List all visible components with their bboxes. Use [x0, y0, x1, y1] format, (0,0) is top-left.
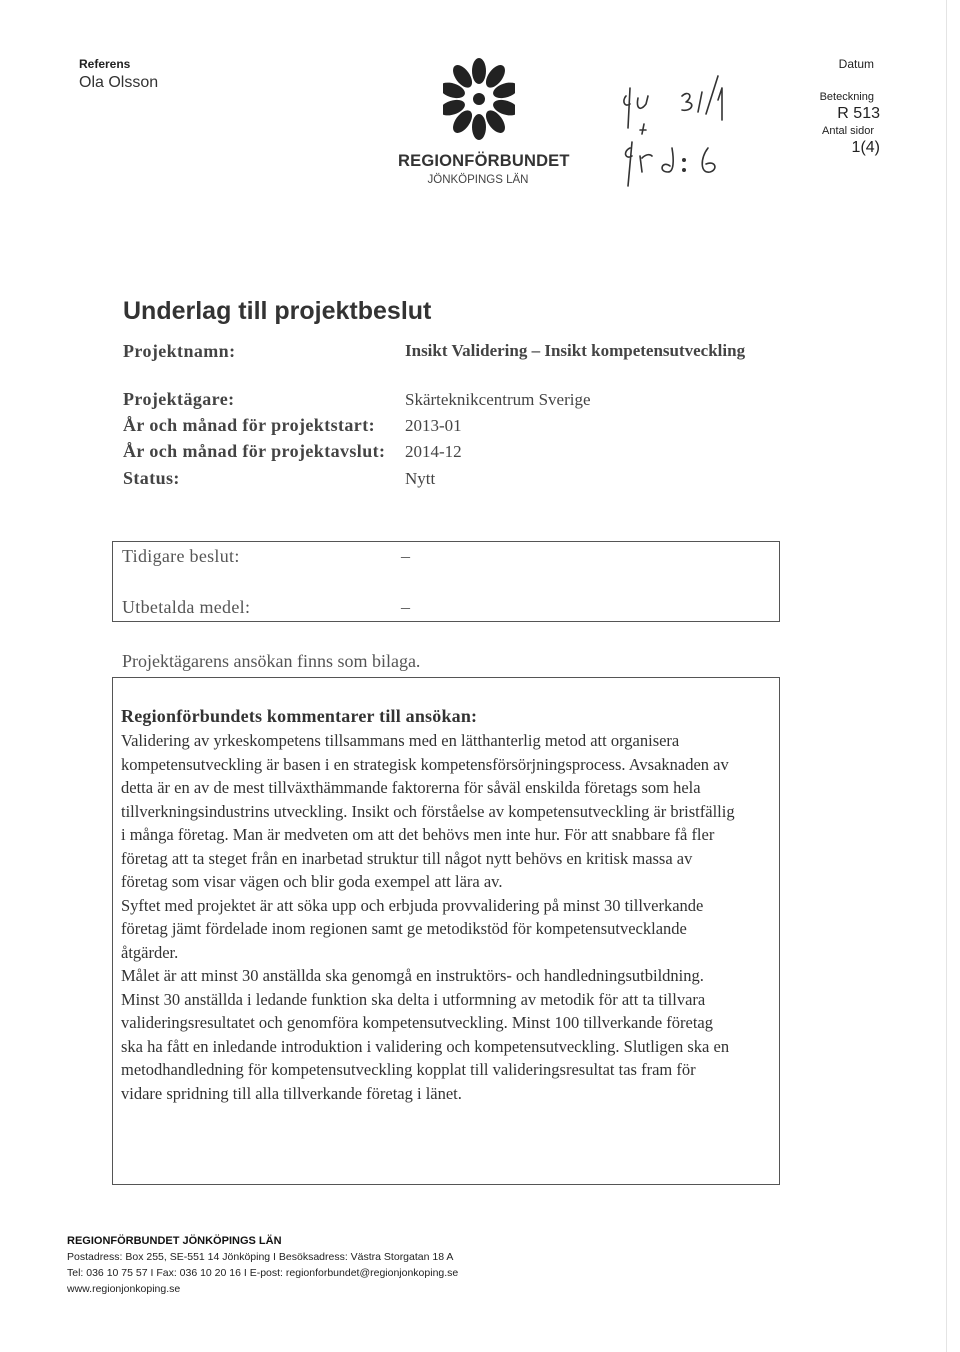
comment-line: detta är en av de mest tillväxthämmande faktorerna för såväl enskilda företags som hela: [121, 778, 701, 797]
organization-name: REGIONFÖRBUNDET: [398, 152, 570, 170]
comment-line: ska ha fått en inledande introduktion i validering och kompetensutveckling. Slutligen ska en: [121, 1036, 730, 1056]
designation-label: Beteckning: [819, 91, 874, 103]
comment-line: företag jämt fördelade inom regionen samt ge metodikstöd för kompetensutvecklande: [121, 919, 687, 938]
project-name-value: Insikt Validering – Insikt kompetensutveckling: [405, 341, 746, 360]
comment-line: Syftet med projektet är att söka upp och erbjuda provvalidering på minst 30 tillverkande: [121, 895, 704, 915]
status-value: Nytt: [405, 469, 436, 488]
comment-line: Minst 30 anställda i ledande funktion ska delta i utformning av metodik för att ta tillvara: [121, 989, 706, 1009]
footer-address: Postadress: Box 255, SE-551 14 Jönköping I Besöksadress: Västra Storgatan 18 A: [67, 1251, 454, 1263]
footer-contact: Tel: 036 10 75 57 I Fax: 036 10 20 16 I E-post: regionforbundet@regionjonkoping.se: [67, 1267, 459, 1279]
comment-line: företag som visar vägen och blir goda exempel att lära av.: [121, 872, 503, 891]
page-count-value: 1(4): [851, 139, 880, 156]
paid-funds-label: Utbetalda medel:: [122, 597, 251, 617]
previous-decisions-label: Tidigare beslut:: [122, 546, 240, 566]
footer-organization: REGIONFÖRBUNDET JÖNKÖPINGS LÄN: [67, 1235, 282, 1247]
reference-name: Ola Olsson: [79, 74, 159, 91]
comment-line: företag att ta steget från en inarbetad struktur till något nytt behövs en kritisk massa av: [121, 848, 693, 868]
comment-line: metodhandledning för kompetensutveckling kopplat till valideringsresultat tas fram för: [121, 1060, 696, 1079]
comment-line: i många företag. Man är medveten om att det behövs men inte hur. För att snabbare få fler: [121, 825, 715, 844]
document-title: Underlag till projektbeslut: [123, 297, 432, 325]
comment-line: Målet är att minst 30 anställda ska genomgå en instruktörs- och handledningsutbildning.: [121, 966, 704, 985]
comment-line: valideringsresultatet och genomföra kompetensutveckling. Minst 100 tillverkande företag: [121, 1013, 714, 1032]
comment-line: kompetensutveckling är basen i en strategisk kompetensförsörjningsprocess. Avsaknaden av: [121, 754, 729, 774]
project-start-label: År och månad för projektstart:: [123, 415, 375, 435]
organization-subtitle: JÖNKÖPINGS LÄN: [427, 174, 529, 186]
comment-line: Validering av yrkeskompetens tillsammans med en lätthanterlig metod att organisera: [121, 731, 680, 750]
status-label: Status:: [123, 468, 180, 488]
reference-label: Referens: [79, 57, 131, 71]
date-label: Datum: [838, 57, 874, 71]
comments-heading: Regionförbundets kommentarer till ansökan:: [121, 706, 478, 726]
project-owner-value: Skärteknikcentrum Sverige: [405, 390, 591, 409]
project-start-value: 2013-01: [405, 416, 462, 435]
page-edge-line: [946, 0, 947, 1352]
footer-website[interactable]: www.regionjonkoping.se: [67, 1283, 181, 1295]
comment-line: tillverkningsindustrins utveckling. Insikt och förståelse av kompetensutveckling är bristfällig: [121, 801, 735, 821]
page-count-label: Antal sidor: [822, 125, 874, 137]
attachment-note: Projektägarens ansökan finns som bilaga.: [122, 651, 421, 671]
flower-logo-icon: [443, 57, 515, 141]
paid-funds-value: –: [401, 597, 411, 617]
project-end-value: 2014-12: [405, 442, 462, 461]
project-owner-label: Projektägare:: [123, 389, 235, 409]
previous-decisions-value: –: [401, 546, 411, 566]
comment-line: åtgärder.: [121, 942, 179, 962]
designation-value: R 513: [837, 105, 880, 122]
comments-body: [121, 729, 771, 1105]
comment-line: vidare spridning till alla tillverkande företag i länet.: [121, 1083, 462, 1103]
project-name-label: Projektnamn:: [123, 341, 236, 361]
project-end-label: År och månad för projektavslut:: [123, 441, 386, 461]
handwritten-annotation: [618, 68, 778, 188]
